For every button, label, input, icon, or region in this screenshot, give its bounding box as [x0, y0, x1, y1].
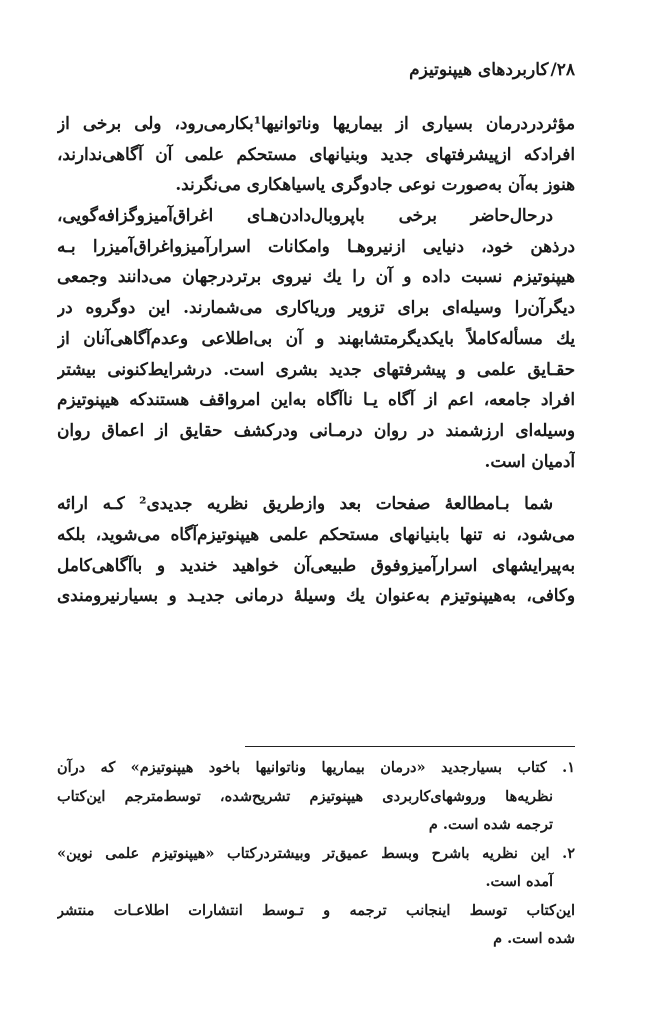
footnote-line: ۱. کتاب بسیارجدید «درمان بیماریها وناتوانیها باخود هیپنوتیزم» که درآن — [57, 759, 575, 776]
text-line: یك مسأله‌کاملاً بایکدیگرمتشابهند و آن بی‌اطلاعی وعدم‌آگاهی‌آنان از — [57, 327, 575, 348]
body-text — [57, 108, 575, 611]
paragraph-1 — [57, 108, 575, 200]
footnotes — [57, 754, 575, 954]
footnote-line: این‌کتاب توسط اینجانب ترجمه و تـوسط انتشارات اطلاعـات منتشر — [57, 901, 575, 919]
text-line: درحال‌حاضر برخی باپروبال‌دادن‌هـای اغراق‌آمیزوگزافه‌گویی، — [57, 205, 553, 226]
text-line: به‌پیرایشهای اسرارآمیزوفوق طبیعی‌آن خواهید خندید و باآگاهی‌کامل — [57, 554, 575, 575]
footnote-2 — [57, 840, 575, 897]
paragraph-2 — [57, 200, 575, 476]
text-line: مؤثردردرمان بسیاری از بیماریها وناتوانیها¹بکارمی‌رود، ولی برخی از — [57, 113, 575, 133]
page-number: ۲۸/ — [550, 60, 575, 80]
footnote-line: ترجمه شده است. م — [428, 816, 553, 833]
footnote-divider — [245, 746, 575, 747]
footnote-line: نظریه‌ها وروشهای‌کاربردی هیپنوتیزم تشریح‌شده، توسط‌مترجم این‌کتاب — [57, 787, 553, 805]
footnote-line: شده است. م — [493, 930, 575, 947]
paragraph-3 — [57, 488, 575, 611]
text-line: وکافی، به‌هیپنوتیزم به‌عنوان یك وسیلهٔ درمانی جدیـد و بسیارنیرومندی — [57, 585, 575, 606]
text-line: حقـایق علمی و پیشرفتهای جدید بشری است. درشرایط‌کنونی بیشتر — [57, 358, 575, 379]
text-line: می‌شود، نه تنها بابنیانهای مستحکم علمی هیپنوتیزم‌آگاه می‌شوید، بلکه — [57, 523, 575, 544]
running-header — [409, 60, 575, 80]
text-line: افراد جامعه، اعم از آگاه یـا ناآگاه به‌این امرواقف هستندکه هیپنوتیزم — [57, 389, 575, 410]
text-line: افرادکه ازپیشرفتهای جدید وبنیانهای مستحکم علمی آن آگاهی‌ندارند، — [57, 143, 575, 164]
footnote-line: ۲. این نظریه باشرح وبسط عمیق‌تر وبیشتردرکتاب «هیپنوتیزم علمی نوین» — [57, 844, 575, 862]
text-line: دیگرآن‌را وسیله‌ای برای تزویر وریاکاری می‌شمارند. این دوگروه در — [57, 297, 575, 318]
text-line: درذهن خود، دنیایی ازنیروهـا وامکانات اسرارآمیزواغراق‌آمیزرا بـه — [57, 235, 575, 256]
text-line: آدمیان است. — [484, 450, 575, 471]
text-line: هیپنوتیزم نسبت داده و آن را یك نیروی برتردرجهان می‌دانند وجمعی — [57, 266, 575, 287]
text-line: وسیله‌ای ارزشمند در روان درمـانی ودرکشف حقایق از اعماق روان — [57, 419, 575, 440]
footnote-1 — [57, 754, 575, 840]
book-title: کاربردهای هیپنوتیزم — [409, 60, 549, 80]
text-line: شما بـامطالعهٔ صفحات بعد وازطریق نظریه جدیدی² کـه ارائه — [57, 493, 553, 514]
text-line: هنوز به‌آن به‌صورت نوعی جادوگری یاسیاهکاری می‌نگرند. — [175, 174, 575, 195]
footnote-2-continued — [57, 897, 575, 954]
footnote-line: آمده است. — [485, 873, 553, 890]
